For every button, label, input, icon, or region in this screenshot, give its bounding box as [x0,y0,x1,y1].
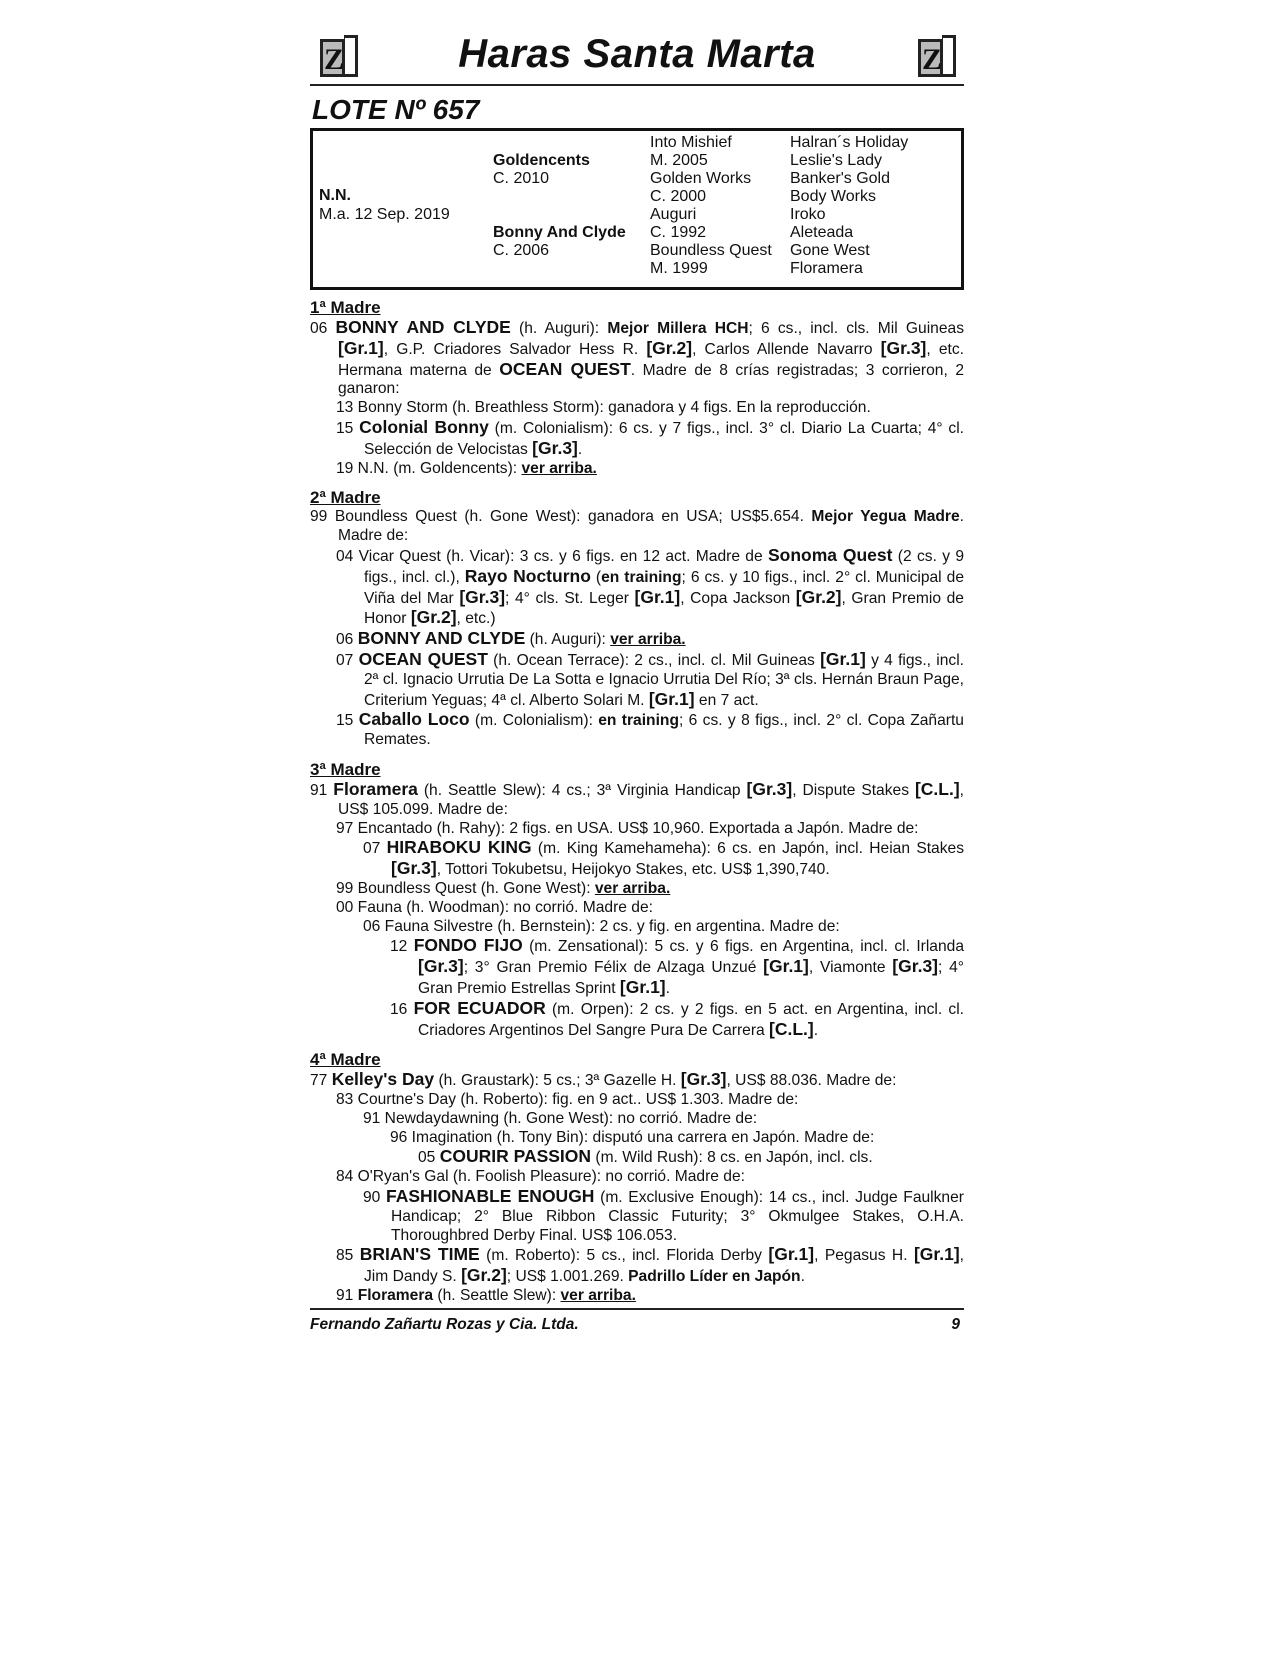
grandsire-1: Into Mishief [650,134,732,151]
grandsire-4: Boundless Quest [650,242,772,259]
list-item: 19 N.N. (m. Goldencents): ver arriba. [336,459,597,477]
list-item: 83 Courtne's Day (h. Roberto): fig. en 9 act.. US$ 1.303. Madre de: [336,1091,799,1109]
list-item: 91 Floramera (h. Seattle Slew): 4 cs.; 3ª Virginia Handicap [Gr.3], Dispute Stakes [C.L.], US$ 105.099. Madre de: [310,778,964,818]
list-item: 99 Boundless Quest (h. Gone West): ver arriba. [336,879,671,897]
produce-record [310,298,964,1306]
horse-info: M.a. 12 Sep. 2019 [319,206,450,223]
grandsire-1-info: M. 2005 [650,152,708,169]
sire-info: C. 2010 [493,170,550,187]
list-item: 00 Fauna (h. Woodman): no corrió. Madre de: [336,898,653,916]
list-item: 96 Imagination (h. Tony Bin): disputó una carrera en Japón. Madre de: [390,1128,875,1146]
svg-text:Z: Z [323,43,345,76]
company-name: Fernando Zañartu Rozas y Cia. Ltda. [310,1315,579,1333]
dam-info: C. 2006 [493,242,550,259]
great-grandsire: Body Works [790,188,876,205]
catalog-page [310,30,964,1338]
list-item: 91 Newdaydawning (h. Gone West): no corrió. Madre de: [363,1109,758,1127]
section-heading: 1ª Madre [310,298,381,317]
lot-number: LOTE Nº 657 [312,94,480,125]
dam-name: Bonny And Clyde [493,224,626,241]
list-item: 15 Caballo Loco (m. Colonialism): en training; 6 cs. y 8 figs., incl. 2° cl. Copa Zañartu Remates. [336,709,964,749]
list-item: 90 FASHIONABLE ENOUGH (m. Exclusive Enough): 14 cs., incl. Judge Faulkner Handicap; 2° Blue Ribbon Classic Futurity; 3° Okmulgee Stakes, O.H.A. Thoroughbred Derby Final. US$ 106.053. [363,1186,964,1244]
list-item: 97 Encantado (h. Rahy): 2 figs. en USA. US$ 10,960. Exportada a Japón. Madre de: [336,819,919,837]
list-item: 12 FONDO FIJO (m. Zensational): 5 cs. y 6 figs. en Argentina, incl. cl. Irlanda [Gr.3]; 3° Gran Premio Félix de Alzaga Unzué [Gr.1], Viamonte [Gr.3]; 4° Gran Premio Estrellas Sprint [Gr.1]. [390,935,965,997]
great-grandsire: Iroko [790,206,826,223]
list-item: 84 O'Ryan's Gal (h. Foolish Pleasure): no corrió. Madre de: [336,1168,745,1186]
section-heading: 4ª Madre [310,1050,381,1070]
list-item: 16 FOR ECUADOR (m. Orpen): 2 cs. y 2 figs. en 5 act. en Argentina, incl. cl. Criadores Argentinos Del Sangre Pura De Carrera [C.L.]. [390,997,964,1039]
page-title: Haras Santa Marta [458,32,816,76]
list-item: 91 Floramera (h. Seattle Slew): ver arriba. [336,1287,636,1305]
grandsire-3: Auguri [650,206,697,223]
great-grandsire: Aleteada [790,224,854,241]
list-item: 04 Vicar Quest (h. Vicar): 3 cs. y 6 figs. en 12 act. Madre de Sonoma Quest (2 cs. y 9 figs., incl. cl.), Rayo Nocturno (en training; 6 cs. y 10 figs., incl. 2° cl. Municipal de Viña del Mar [Gr.3]; 4° cls. St. Leger [Gr.1], Copa Jackson [Gr.2], Gran Premio de Honor [Gr.2], etc.) [336,544,965,628]
great-grandsire: Leslie's Lady [790,152,882,169]
grandsire-4-info: M. 1999 [650,260,708,277]
great-grandsire: Floramera [790,260,863,277]
haras-logo-icon [912,33,960,81]
list-item: 13 Bonny Storm (h. Breathless Storm): ganadora y 4 figs. En la reproducción. [336,399,871,417]
list-item: 07 OCEAN QUEST (h. Ocean Terrace): 2 cs., incl. cl. Mil Guineas [Gr.1] y 4 figs., incl. 2ª cl. Ignacio Urrutia De La Sotta e Ignacio Urrutia Del Río; 3ª cls. Hernán Braun Page, Criterium Yeguas; 4ª cl. Alberto Solari M. [Gr.1] en 7 act. [336,648,964,709]
list-item: 07 HIRABOKU KING (m. King Kamehameha): 6 cs. en Japón, incl. Heian Stakes [Gr.3], Tottori Tokubetsu, Heijokyo Stakes, etc. US$ 1,390,740. [363,837,964,879]
great-grandsire: Halran´s Holiday [790,134,909,151]
list-item: 77 Kelley's Day (h. Graustark): 5 cs.; 3ª Gazelle H. [Gr.3], US$ 88.036. Madre de: [310,1069,897,1090]
svg-text:Z: Z [921,43,943,76]
page-header [310,30,964,86]
page-number: 9 [951,1315,960,1333]
list-item: 15 Colonial Bonny (m. Colonialism): 6 cs. y 7 figs., incl. 3° cl. Diario La Cuarta; 4° cl. Selección de Velocistas [Gr.3]. [336,416,964,458]
great-grandsire: Gone West [790,242,870,259]
list-item: 05 COURIR PASSION (m. Wild Rush): 8 cs. en Japón, incl. cls. [418,1146,873,1167]
grandsire-2: Golden Works [650,170,752,187]
grandsire-3-info: C. 1992 [650,224,707,241]
sire-name: Goldencents [493,152,590,169]
list-item: 06 BONNY AND CLYDE (h. Auguri): ver arriba. [336,628,686,649]
list-item: 99 Boundless Quest (h. Gone West): ganadora en USA; US$5.654. Mejor Yegua Madre. Madre de: [310,508,964,545]
great-grandsire: Banker's Gold [790,170,890,187]
list-item: 06 BONNY AND CLYDE (h. Auguri): Mejor Millera HCH; 6 cs., incl. cls. Mil Guineas [Gr.1], G.P. Criadores Salvador Hess R. [Gr.2], Carlos Allende Navarro [Gr.3], etc. Hermana materna de OCEAN QUEST. Madre de 8 crías registradas; 3 corrieron, 2 ganaron: [310,317,964,398]
list-item: 06 Fauna Silvestre (h. Bernstein): 2 cs. y fig. en argentina. Madre de: [363,917,840,935]
section-heading: 3ª Madre [310,759,381,779]
section-heading: 2ª Madre [310,488,381,508]
page-footer [310,1308,964,1338]
grandsire-2-info: C. 2000 [650,188,707,205]
pedigree-table [310,128,964,290]
horse-name: N.N. [319,187,351,204]
list-item: 85 BRIAN'S TIME (m. Roberto): 5 cs., incl. Florida Derby [Gr.1], Pegasus H. [Gr.1], Jim Dandy S. [Gr.2]; US$ 1.001.269. Padrillo Líder en Japón. [336,1244,964,1286]
